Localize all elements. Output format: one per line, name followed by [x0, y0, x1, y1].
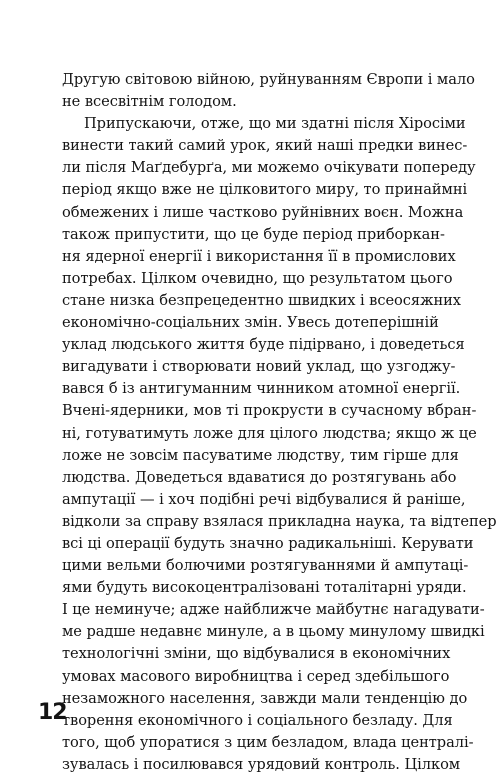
- text-line: незаможного населення, завжди мали тенденцію до: [62, 689, 468, 707]
- text-line: ли після Маґдебурґа, ми можемо очікувати попереду: [62, 159, 476, 177]
- page-number: 12: [38, 700, 67, 725]
- text-line: ями будуть високоцентралізовані тоталітарні уряди.: [62, 579, 467, 597]
- text-line: вигадувати і створювати новий уклад, що узгоджу-: [62, 358, 456, 376]
- text-line: вався б із антигуманним чинником атомної енергії.: [62, 380, 461, 398]
- text-line: економічно-соціальних змін. Увесь дотеперішній: [62, 314, 439, 332]
- text-line: ня ядерної енергії і використання її в промислових: [62, 247, 456, 265]
- text-line: зувалась і посилювався урядовий контроль. Цілком: [62, 755, 461, 773]
- text-line: уклад людського життя буде підірвано, і доведеться: [62, 336, 465, 354]
- text-line: І це неминуче; адже найближче майбутнє нагадувати-: [62, 601, 485, 619]
- text-line: ампутації — і хоч подібні речі відбувалися й раніше,: [62, 490, 466, 508]
- text-line: Вчені-ядерники, мов ті прокрусти в сучасному вбран-: [62, 402, 477, 420]
- text-line: відколи за справу взялася прикладна наука, та відтепер: [62, 512, 497, 530]
- text-line: потребах. Цілком очевидно, що результатом цього: [62, 269, 453, 287]
- text-line: період якщо вже не цілковитого миру, то принаймні: [62, 181, 468, 199]
- text-line: людства. Доведеться вдаватися до розтягувань або: [62, 468, 457, 486]
- body-text: [62, 69, 497, 776]
- text-line: технологічні зміни, що відбувалися в економічних: [62, 645, 451, 663]
- text-line: ложе не зовсім пасуватиме людству, тим гірше для: [62, 446, 459, 464]
- text-line: обмежених і лише частково руйнівних воєн. Можна: [62, 203, 464, 221]
- text-line: винести такий самий урок, який наші предки винес-: [62, 137, 468, 155]
- text-line: не всесвітнім голодом.: [62, 93, 237, 111]
- text-line: того, щоб упоратися з цим безладом, влада централі-: [62, 733, 474, 751]
- text-line: творення економічного і соціального безладу. Для: [62, 711, 453, 729]
- text-line: цими вельми болючими розтягуваннями й ампутаці-: [62, 557, 469, 575]
- text-line: стане низка безпрецедентно швидких і всеосяжних: [62, 291, 461, 309]
- text-line: Другую світовою війною, руйнуванням Європи і мало: [62, 71, 475, 88]
- text-line: всі ці операції будуть значно радикальніші. Керувати: [62, 534, 474, 552]
- text-line: Припускаючи, отже, що ми здатні після Хіросіми: [84, 115, 466, 133]
- text-line: ні, готуватимуть ложе для цілого людства; якщо ж це: [62, 424, 477, 442]
- text-line: умовах масового виробництва і серед здебільшого: [62, 667, 450, 685]
- text-line: ме радше недавнє минуле, а в цьому минулому швидкі: [62, 623, 485, 641]
- text-line: також припустити, що це буде період приборкан-: [62, 225, 445, 243]
